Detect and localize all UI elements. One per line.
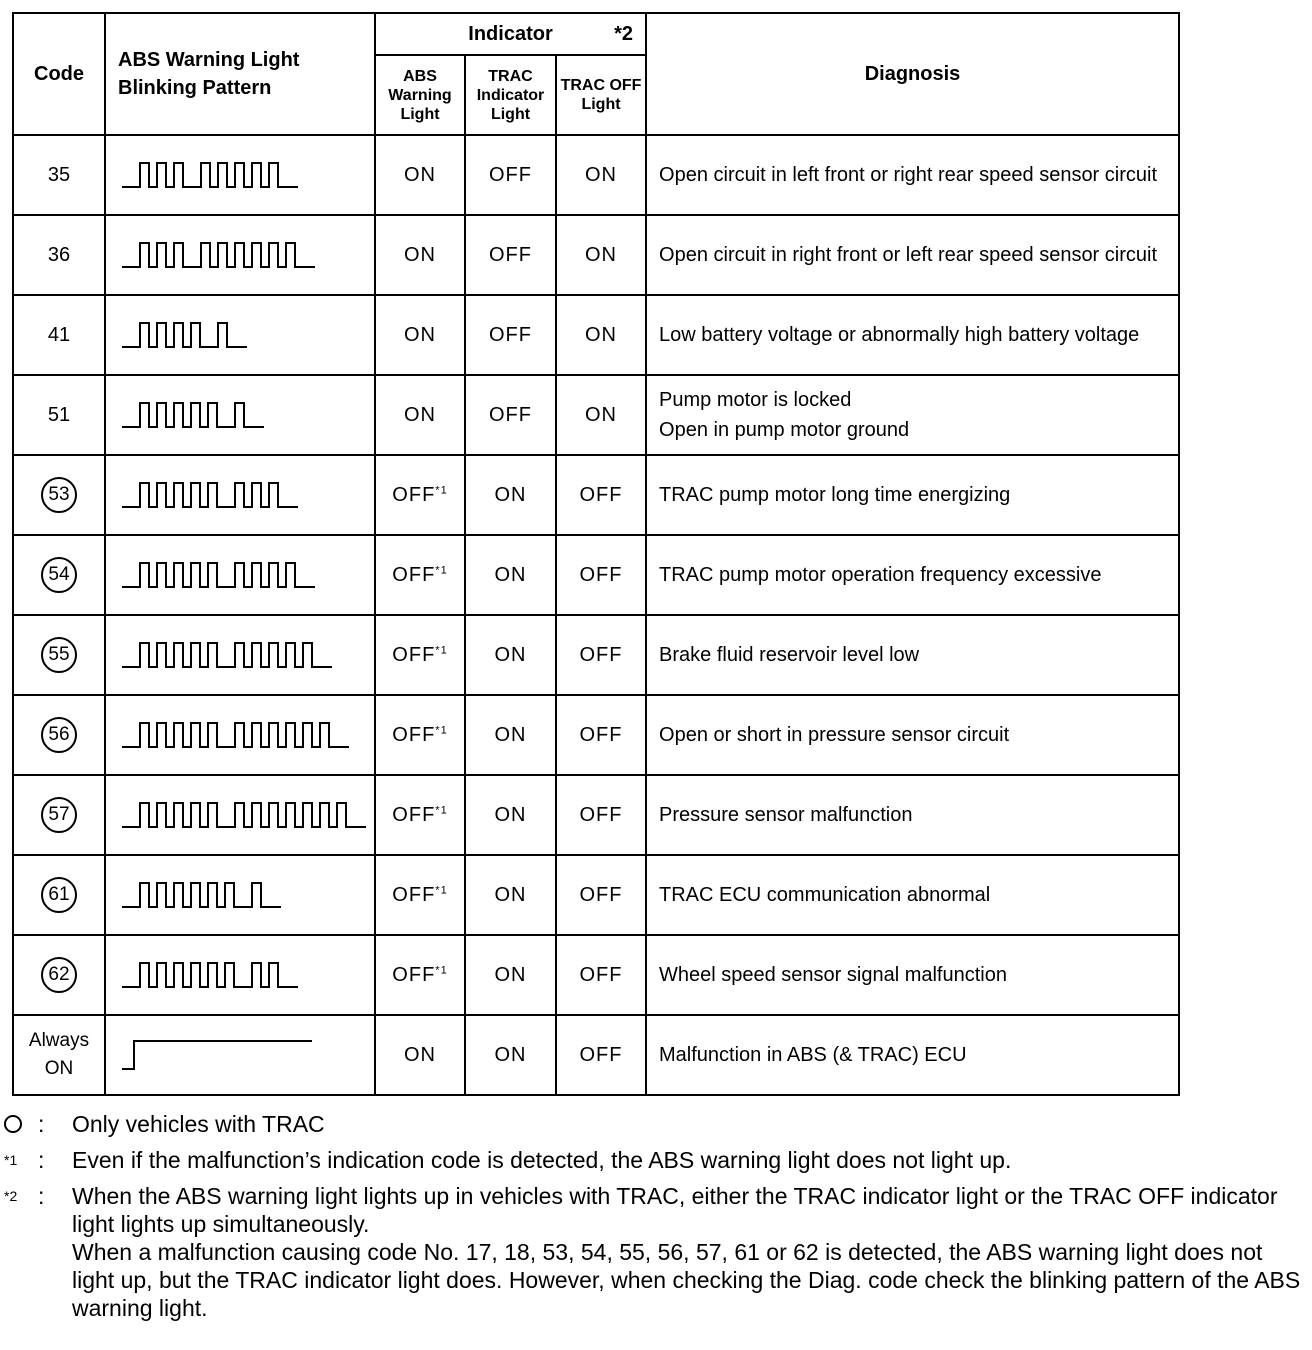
trac-indicator-light-cell: ON [465,855,556,935]
abs-warning-light-cell [375,935,465,1015]
diagnosis-code-table [12,12,1180,1096]
abs-warning-light-cell [375,855,465,935]
code-cell [13,455,105,535]
table-row [13,535,1179,615]
footnote-text: Even if the malfunction’s indication code is detected, the ABS warning light does not light up. [72,1147,1012,1173]
blinking-pattern-graphic [122,393,372,437]
table-body [13,135,1179,1095]
abs-state: ON [404,1043,436,1066]
trac-indicator-light-cell: OFF [465,135,556,215]
code-cell [13,295,105,375]
footnote-symbol: *1 [4,1152,18,1168]
code-value: 35 [47,163,71,186]
header-trac-indicator-light: TRAC Indicator Light [465,55,556,135]
blinking-pattern-graphic [122,873,372,917]
trac-off-light-cell: OFF [556,1015,646,1095]
diagnosis-cell: TRAC pump motor long time energizing [646,455,1179,535]
abs-state: OFF [392,723,436,746]
code-cell [13,1015,105,1095]
trac-off-light-cell: ON [556,375,646,455]
footnote-mark: $^{*2}$ : [4,1183,45,1209]
abs-note-mark: *1 [435,963,448,976]
pattern-cell [105,1015,375,1095]
trac-off-light-cell: OFF [556,775,646,855]
blinking-pattern-graphic [122,313,372,357]
blinking-pattern-graphic [122,153,372,197]
footnote-mark: $^{*1}$ : [4,1147,45,1173]
trac-off-light-cell: OFF [556,935,646,1015]
blinking-pattern-graphic [122,553,372,597]
code-cell [13,615,105,695]
abs-note-mark: *1 [435,803,448,816]
diagnosis-cell: Wheel speed sensor signal malfunction [646,935,1179,1015]
code-value: 57 [41,797,77,833]
pattern-cell [105,935,375,1015]
blinking-pattern-graphic [122,473,372,517]
trac-off-light-cell: ON [556,295,646,375]
header-blinking-pattern: ABS Warning Light Blinking Pattern [105,13,375,135]
pattern-cell [105,615,375,695]
diagnosis-cell: Pressure sensor malfunction [646,775,1179,855]
blinking-pattern-graphic [122,953,372,997]
abs-warning-light-cell [375,535,465,615]
header-diagnosis: Diagnosis [646,13,1179,135]
pattern-cell [105,135,375,215]
table-row [13,1015,1179,1095]
pattern-cell [105,455,375,535]
trac-off-light-cell: OFF [556,455,646,535]
trac-indicator-light-cell: ON [465,935,556,1015]
code-value: 56 [41,717,77,753]
footnote-symbol: *2 [4,1188,18,1204]
trac-indicator-light-cell: ON [465,695,556,775]
abs-state: ON [404,403,436,426]
abs-warning-light-cell [375,615,465,695]
trac-indicator-light-cell: OFF [465,375,556,455]
abs-note-mark: *1 [435,723,448,736]
code-cell [13,375,105,455]
diagnosis-cell: Open circuit in left front or right rear speed sensor circuit [646,135,1179,215]
abs-note-mark: *1 [435,563,448,576]
abs-state: OFF [392,563,436,586]
abs-note-mark: *1 [435,643,448,656]
table-row [13,455,1179,535]
header-indicator-note: *2 [614,23,634,45]
code-cell [13,215,105,295]
diagnosis-cell: Brake fluid reservoir level low [646,615,1179,695]
pattern-cell [105,775,375,855]
trac-off-light-cell: OFF [556,695,646,775]
pattern-cell [105,375,375,455]
abs-state: OFF [392,643,436,666]
diagnosis-cell: Open circuit in right front or left rear speed sensor circuit [646,215,1179,295]
blinking-pattern-graphic [122,793,372,837]
trac-off-light-cell: OFF [556,535,646,615]
trac-indicator-light-cell: ON [465,535,556,615]
code-cell [13,135,105,215]
code-value: 62 [41,957,77,993]
abs-warning-light-cell [375,135,465,215]
code-value: 61 [41,877,77,913]
blinking-pattern-graphic [122,233,372,277]
code-cell [13,775,105,855]
table-row [13,695,1179,775]
abs-state: OFF [392,803,436,826]
table-row [13,295,1179,375]
code-cell [13,535,105,615]
header-trac-off-light: TRAC OFF Light [556,55,646,135]
diagnosis-cell: TRAC pump motor operation frequency excessive [646,535,1179,615]
code-cell [13,935,105,1015]
footnote-text: When the ABS warning light lights up in vehicles with TRAC, either the TRAC indicator light or the TRAC OFF indicator light lights up simultaneously. [72,1183,1278,1237]
abs-warning-light-cell [375,375,465,455]
code-value: 54 [41,557,77,593]
trac-off-light-cell: ON [556,135,646,215]
circle-icon [4,1115,22,1133]
trac-off-light-cell: OFF [556,615,646,695]
abs-warning-light-cell [375,455,465,535]
table-row [13,775,1179,855]
header-indicator [375,13,646,55]
header-row-top [13,13,1179,55]
trac-indicator-light-cell: OFF [465,295,556,375]
abs-warning-light-cell [375,1015,465,1095]
trac-indicator-light-cell: ON [465,775,556,855]
table-row [13,375,1179,455]
abs-state: OFF [392,483,436,506]
trac-indicator-light-cell: OFF [465,215,556,295]
footnotes [4,1110,1304,1330]
abs-warning-light-cell [375,775,465,855]
code-value: 41 [47,323,71,346]
trac-off-light-cell: ON [556,215,646,295]
pattern-cell [105,295,375,375]
diagnosis-cell: Open or short in pressure sensor circuit [646,695,1179,775]
trac-off-light-cell: OFF [556,855,646,935]
abs-state: OFF [392,883,436,906]
footnote-1 [4,1146,1304,1174]
header-indicator-label: Indicator [468,22,553,45]
code-value: 51 [47,403,71,426]
blinking-pattern-graphic [122,1033,372,1077]
footnote-2 [4,1182,1304,1322]
diagnosis-cell: Malfunction in ABS (& TRAC) ECU [646,1015,1179,1095]
code-value: 36 [47,243,71,266]
header-code: Code [13,13,105,135]
code-value: 53 [41,477,77,513]
trac-indicator-light-cell: ON [465,455,556,535]
abs-state: ON [404,323,436,346]
pattern-cell [105,535,375,615]
pattern-cell [105,215,375,295]
code-cell [13,855,105,935]
table-row [13,135,1179,215]
footnote-trac [4,1110,1304,1138]
table-row [13,935,1179,1015]
abs-note-mark: *1 [435,883,448,896]
pattern-cell [105,855,375,935]
trac-indicator-light-cell: ON [465,1015,556,1095]
code-value: Always ON [28,1030,90,1079]
abs-warning-light-cell [375,215,465,295]
table-row [13,615,1179,695]
table-row [13,215,1179,295]
footnote-circle-symbol: : [4,1110,72,1138]
diagnosis-cell: Low battery voltage or abnormally high battery voltage [646,295,1179,375]
trac-indicator-light-cell: ON [465,615,556,695]
code-cell [13,695,105,775]
pattern-cell [105,695,375,775]
abs-warning-light-cell [375,295,465,375]
abs-state: ON [404,163,436,186]
abs-state: ON [404,243,436,266]
abs-state: OFF [392,963,436,986]
diagnosis-cell: Pump motor is locked Open in pump motor ground [646,375,1179,455]
blinking-pattern-graphic [122,713,372,757]
blinking-pattern-graphic [122,633,372,677]
table-row [13,855,1179,935]
code-value: 55 [41,637,77,673]
abs-note-mark: *1 [435,483,448,496]
header-abs-warning-light: ABS Warning Light [375,55,465,135]
abs-warning-light-cell [375,695,465,775]
diagnosis-cell: TRAC ECU communication abnormal [646,855,1179,935]
footnote-text: Only vehicles with TRAC [72,1111,325,1137]
footnote-text-continued: When a malfunction causing code No. 17, 18, 53, 54, 55, 56, 57, 61 or 62 is detected, the ABS warning light does not light up, but the TRAC indicator light does. However, when checking the Diag. code check the blinking pattern of the ABS warning light. [72,1239,1301,1321]
